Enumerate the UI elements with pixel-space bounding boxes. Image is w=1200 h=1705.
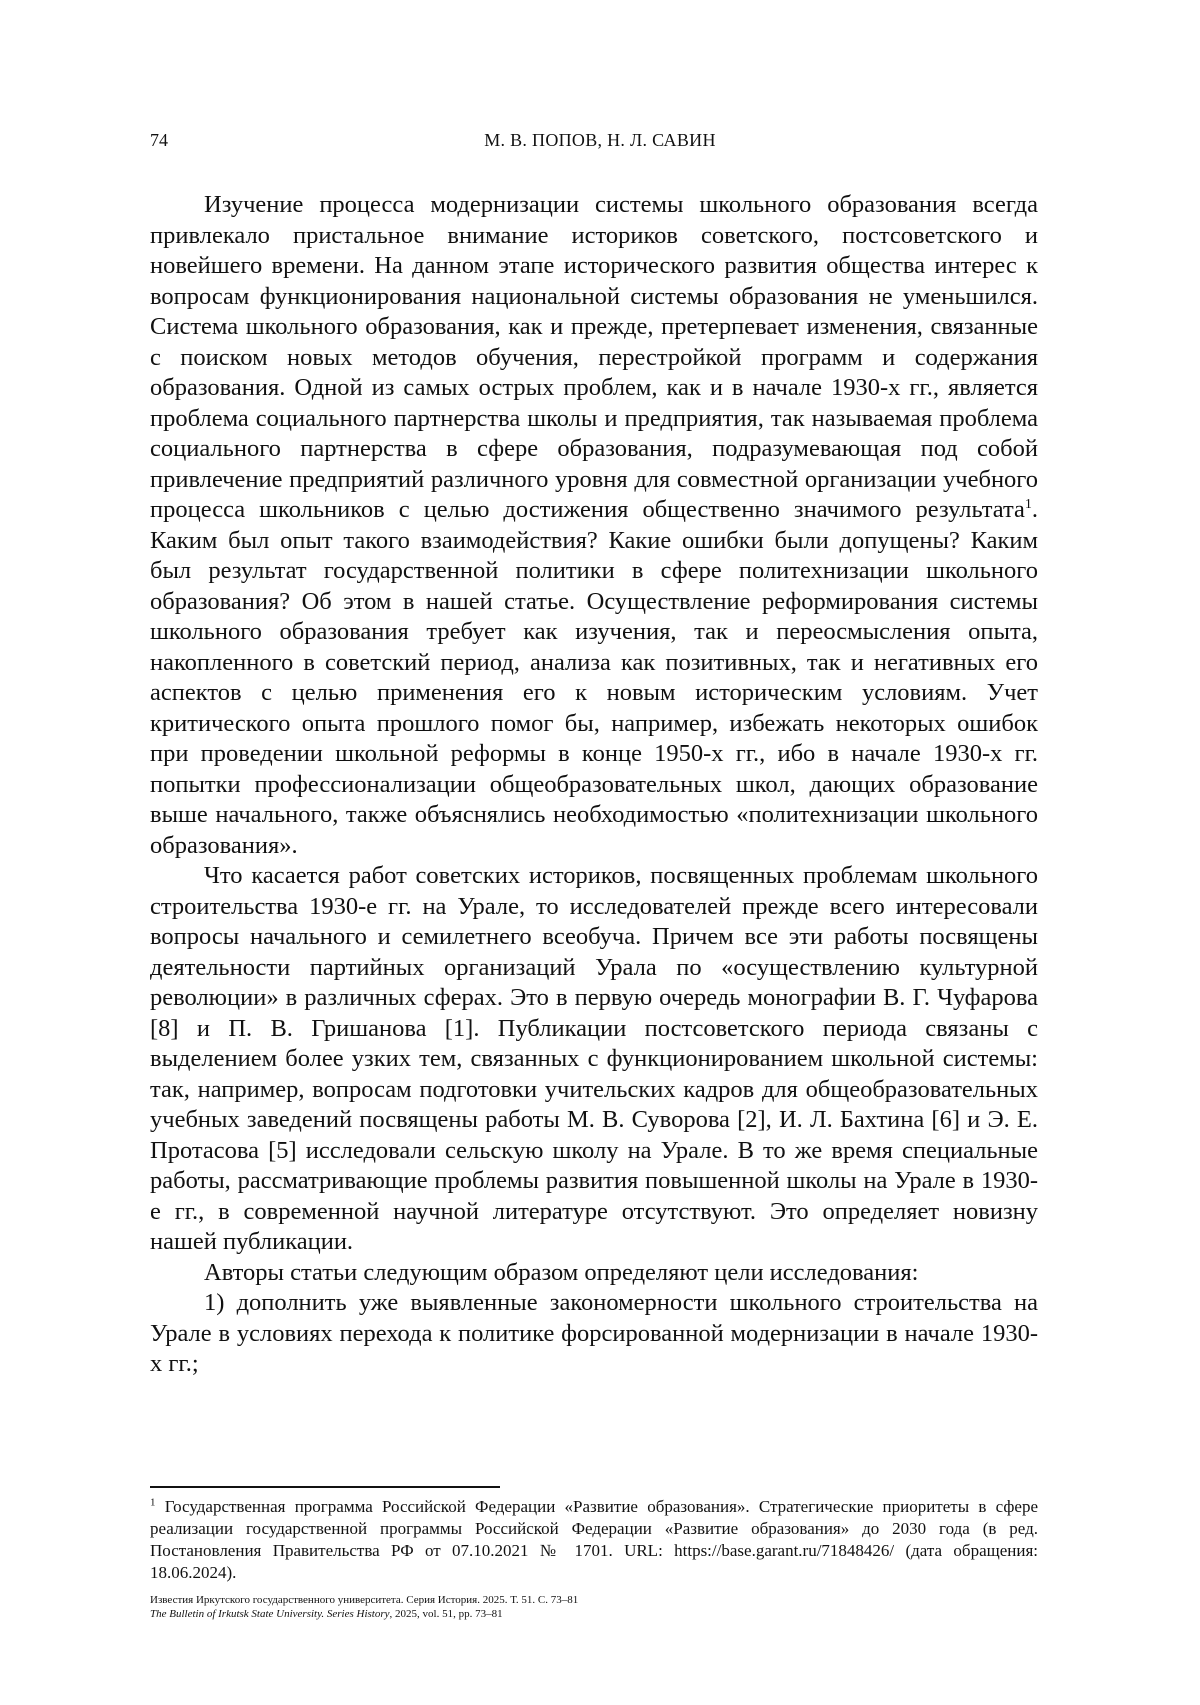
footnote <box>150 1496 1038 1584</box>
footnote-divider <box>150 1486 500 1488</box>
page-number: 74 <box>150 130 168 150</box>
running-head <box>150 125 1050 155</box>
paragraph-1 <box>150 190 1038 861</box>
journal-details-en: , 2025, vol. 51, pp. 73–81 <box>389 1608 503 1620</box>
article-body <box>150 190 1038 1380</box>
running-head-authors: М. В. ПОПОВ, Н. Л. САВИН <box>484 130 716 150</box>
journal-info-en <box>150 1607 1050 1621</box>
paragraph-1-continuation: . Каким был опыт такого взаимодействия? Какие ошибки были допущены? Каким был результат государственной политики в сфере политехнизации школьного образования? Об этом в нашей статье. Осуществление реформирования системы школьного образования требует как изучения, так и переосмысления опыта, накопленного в советский период, анализа как позитивных, так и негативных его аспектов с целью применения его к новым историческим условиям. Учет критического опыта прошлого помог бы, например, избежать некоторых ошибок при проведении школьной реформы в конце 1950-х гг., ибо в начале 1930-х гг. попытки профессионализации общеобразовательных школ, дающих образование выше начального, также объяснялись необходимостью «политехнизации школьного образования». <box>150 496 1038 859</box>
paragraph-1-text: Изучение процесса модернизации системы школьного образования всегда привлекало пристальное внимание историков советского, постсоветского и новейшего времени. На данном этапе исторического развития общества интерес к вопросам функционирования национальной системы образования не уменьшился. Система школьного образования, как и прежде, претерпевает изменения, связанные с поиском новых методов обучения, перестройкой программ и содержания образования. Одной из самых острых проблем, как и в начале 1930-х гг., является проблема социального партнерства школы и предприятия, так называемая проблема социального партнерства в сфере образования, подразумевающая под собой привлечение предприятий различного уровня для совместной организации учебного процесса школьников с целью достижения общественно значимого результата <box>150 191 1038 523</box>
footnote-1 <box>150 1496 1038 1584</box>
footnote-text: Государственная программа Российской Федерации «Развитие образования». Стратегические приоритеты в сфере реализации государственной программы Российской Федерации «Развитие образования» до 2030 года (в ред. Постановления Правительства РФ от 07.10.2021 № 1701. URL: https://base.garant.ru/71848426/ (дата обращения: 18.06.2024). <box>150 1497 1038 1582</box>
paragraph-3: Авторы статьи следующим образом определяют цели исследования: <box>204 1258 919 1286</box>
journal-info-ru: Известия Иркутского государственного университета. Серия История. 2025. Т. 51. С. 73–81 <box>150 1594 579 1606</box>
footnote-reference[interactable]: 1 <box>1024 496 1032 512</box>
paragraph-4: 1) дополнить уже выявленные закономерности школьного строительства на Урале в условиях перехода к политике форсированной модернизации в начале 1930-х гг.; <box>150 1289 1038 1377</box>
footnote-marker: 1 <box>150 1496 156 1509</box>
journal-title-en: The Bulletin of Irkutsk State University. Series History <box>150 1608 390 1620</box>
paragraph-2: Что касается работ советских историков, посвященных проблемам школьного строительства 1930-е гг. на Урале, то исследователей прежде всего интересовали вопросы начального и семилетнего всеобуча. Причем все эти работы посвящены деятельности партийных организаций Урала по «осуществлению культурной революции» в различных сферах. Это в первую очередь монографии В. Г. Чуфарова [8] и П. В. Гришанова [1]. Публикации постсоветского периода связаны с выделением более узких тем, связанных с функционированием школьной системы: так, например, вопросам подготовки учительских кадров для общеобразовательных учебных заведений посвящены работы М. В. Суворова [2], И. Л. Бахтина [6] и Э. Е. Протасова [5] исследовали сельскую школу на Урале. В то же время специальные работы, рассматривающие проблемы развития повышенной школы на Урале в 1930-е гг., в современной научной литературе отсутствуют. Это определяет новизну нашей публикации. <box>150 862 1038 1255</box>
journal-info <box>150 1593 1050 1621</box>
